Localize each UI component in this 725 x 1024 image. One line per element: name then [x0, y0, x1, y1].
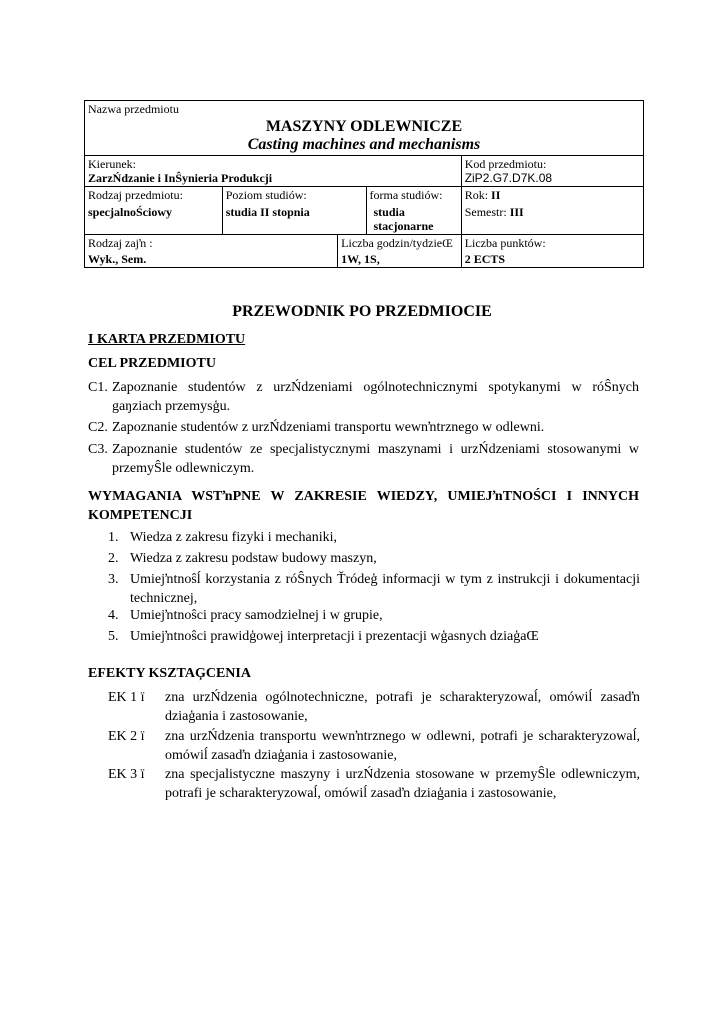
level-label: Poziom studiów: [225, 188, 307, 202]
type-value: specjalnoŚciowy [88, 205, 172, 219]
level-cell [222, 187, 366, 235]
course-name-row [85, 101, 644, 156]
outcome-text: zna urzŃdzenia ogólnotechniczne, potrafi je scharakteryzowaĺ, omówiĺ zasadŉ dziaģania i zastosowanie, [165, 690, 640, 724]
classes-label: Rodzaj zajŉ : [88, 236, 153, 250]
semester-line [465, 205, 640, 219]
requirement-label: 3. [108, 572, 119, 587]
code-cell [461, 156, 643, 187]
requirement-text: Wiedza z zakresu podstaw budowy maszyn, [130, 551, 377, 566]
form-value-1: studia [373, 205, 405, 219]
points-label: Liczba punktów: [464, 236, 546, 250]
year-value: II [491, 188, 501, 202]
requirement-label: 5. [108, 629, 119, 644]
type-cell [85, 187, 223, 235]
outcome-text: zna specjalistyczne maszyny i urzŃdzenia stosowane w przemyŜle odlewniczym, potrafi je scharakteryzowaĺ, omówiĺ zasadŉ dziaģania i zastosowanie, [165, 767, 640, 801]
classes-value: Wyk., Sem. [88, 252, 147, 266]
type-row [85, 187, 644, 235]
form-cell [366, 187, 461, 235]
goal-item [88, 440, 639, 478]
level-value: studia II stopnia [225, 205, 310, 219]
outcome-item [108, 727, 640, 765]
semester-value: III [509, 205, 524, 219]
field-label: Kierunek: [88, 157, 136, 171]
course-name-cell [85, 101, 644, 156]
course-name-label: Nazwa przedmiotu [88, 102, 179, 116]
requirement-text: Umiejŉtnoŝci prawidģowej interpretacji i prezentacji wģasnych dziaģaŒ [130, 629, 539, 644]
year-label: Rok: [464, 188, 492, 202]
requirement-text: Wiedza z zakresu fizyki i mechaniki, [130, 530, 338, 545]
outcome-item [108, 688, 640, 726]
hours-label: Liczba godzin/tydzieŒ [341, 236, 453, 250]
goal-label: C1. [88, 380, 108, 395]
course-info-table [84, 100, 644, 268]
year-cell [461, 187, 643, 235]
goal-label: C2. [88, 420, 108, 435]
semester-label: Semestr: [464, 205, 510, 219]
goal-item [88, 418, 639, 437]
code-value: ZiP2.G7.D7K.08 [464, 171, 553, 185]
form-label: forma studiów: [369, 188, 443, 202]
course-title-pl: MASZYNY ODLEWNICZE [265, 118, 463, 135]
guide-title: PRZEWODNIK PO PRZEDMIOCIE [232, 303, 492, 320]
requirement-text: Umiejŉtnoŝci pracy samodzielnej i w grupie, [130, 608, 383, 623]
requirement-label: 4. [108, 608, 119, 623]
goal-text: Zapoznanie studentów z urzŃdzeniami ogólnotechnicznymi spotykanymi w róŜnych gaŋziach przemysģu. [112, 380, 639, 414]
requirement-label: 1. [108, 530, 119, 545]
points-cell [461, 235, 643, 268]
field-row [85, 156, 644, 187]
points-value: 2 ECTS [464, 252, 506, 266]
code-label: Kod przedmiotu: [464, 157, 547, 171]
outcome-label: EK 2 ï [108, 729, 145, 744]
requirement-text: Umiejŉtnoŝĺ korzystania z róŜnych Ťródeģ informacji w tym z instrukcji i dokumentacji technicznej, [130, 572, 640, 606]
year-line [465, 188, 640, 202]
goal-label: C3. [88, 442, 108, 457]
requirement-label: 2. [108, 551, 119, 566]
outcome-label: EK 3 ï [108, 767, 145, 782]
card-title: I KARTA PRZEDMIOTU [88, 332, 246, 347]
goal-item [88, 378, 639, 416]
form-value-2: stacjonarne [373, 219, 434, 233]
goal-title: CEL PRZEDMIOTU [88, 356, 216, 371]
goal-text: Zapoznanie studentów z urzŃdzeniami transportu wewnŉtrznego w odlewni. [112, 420, 545, 435]
type-label: Rodzaj przedmiotu: [88, 188, 183, 202]
requirement-item [108, 549, 640, 568]
requirements-title: WYMAGANIA WSTŉPNE W ZAKRESIE WIEDZY, UMIEJŉTNOŚCI I INNYCH KOMPETENCJI [88, 489, 639, 523]
goal-text: Zapoznanie studentów ze specjalistycznymi maszynami i urzŃdzeniami stosowanymi w przemyŜle odlewniczym. [112, 442, 639, 476]
requirement-item [108, 528, 640, 547]
requirement-item [108, 570, 640, 608]
outcome-item [108, 765, 640, 803]
outcome-text: zna urzŃdzenia transportu wewnŉtrznego w odlewni, potrafi je scharakteryzowaĺ, omówiĺ zasadŉ dziaģania i zastosowanie, [165, 729, 640, 763]
field-cell [85, 156, 462, 187]
course-title-en: Casting machines and mechanisms [247, 136, 481, 153]
field-value: ZarzŃdzanie i InŜynieria Produkcji [88, 171, 273, 185]
outcomes-title: EFEKTY KSZTAĢCENIA [88, 666, 251, 681]
requirement-item [108, 606, 640, 625]
outcome-label: EK 1 ï [108, 690, 145, 705]
hours-cell [338, 235, 462, 268]
classes-row [85, 235, 644, 268]
hours-value: 1W, 1S, [341, 252, 380, 266]
classes-cell [85, 235, 338, 268]
requirement-item [108, 627, 640, 646]
